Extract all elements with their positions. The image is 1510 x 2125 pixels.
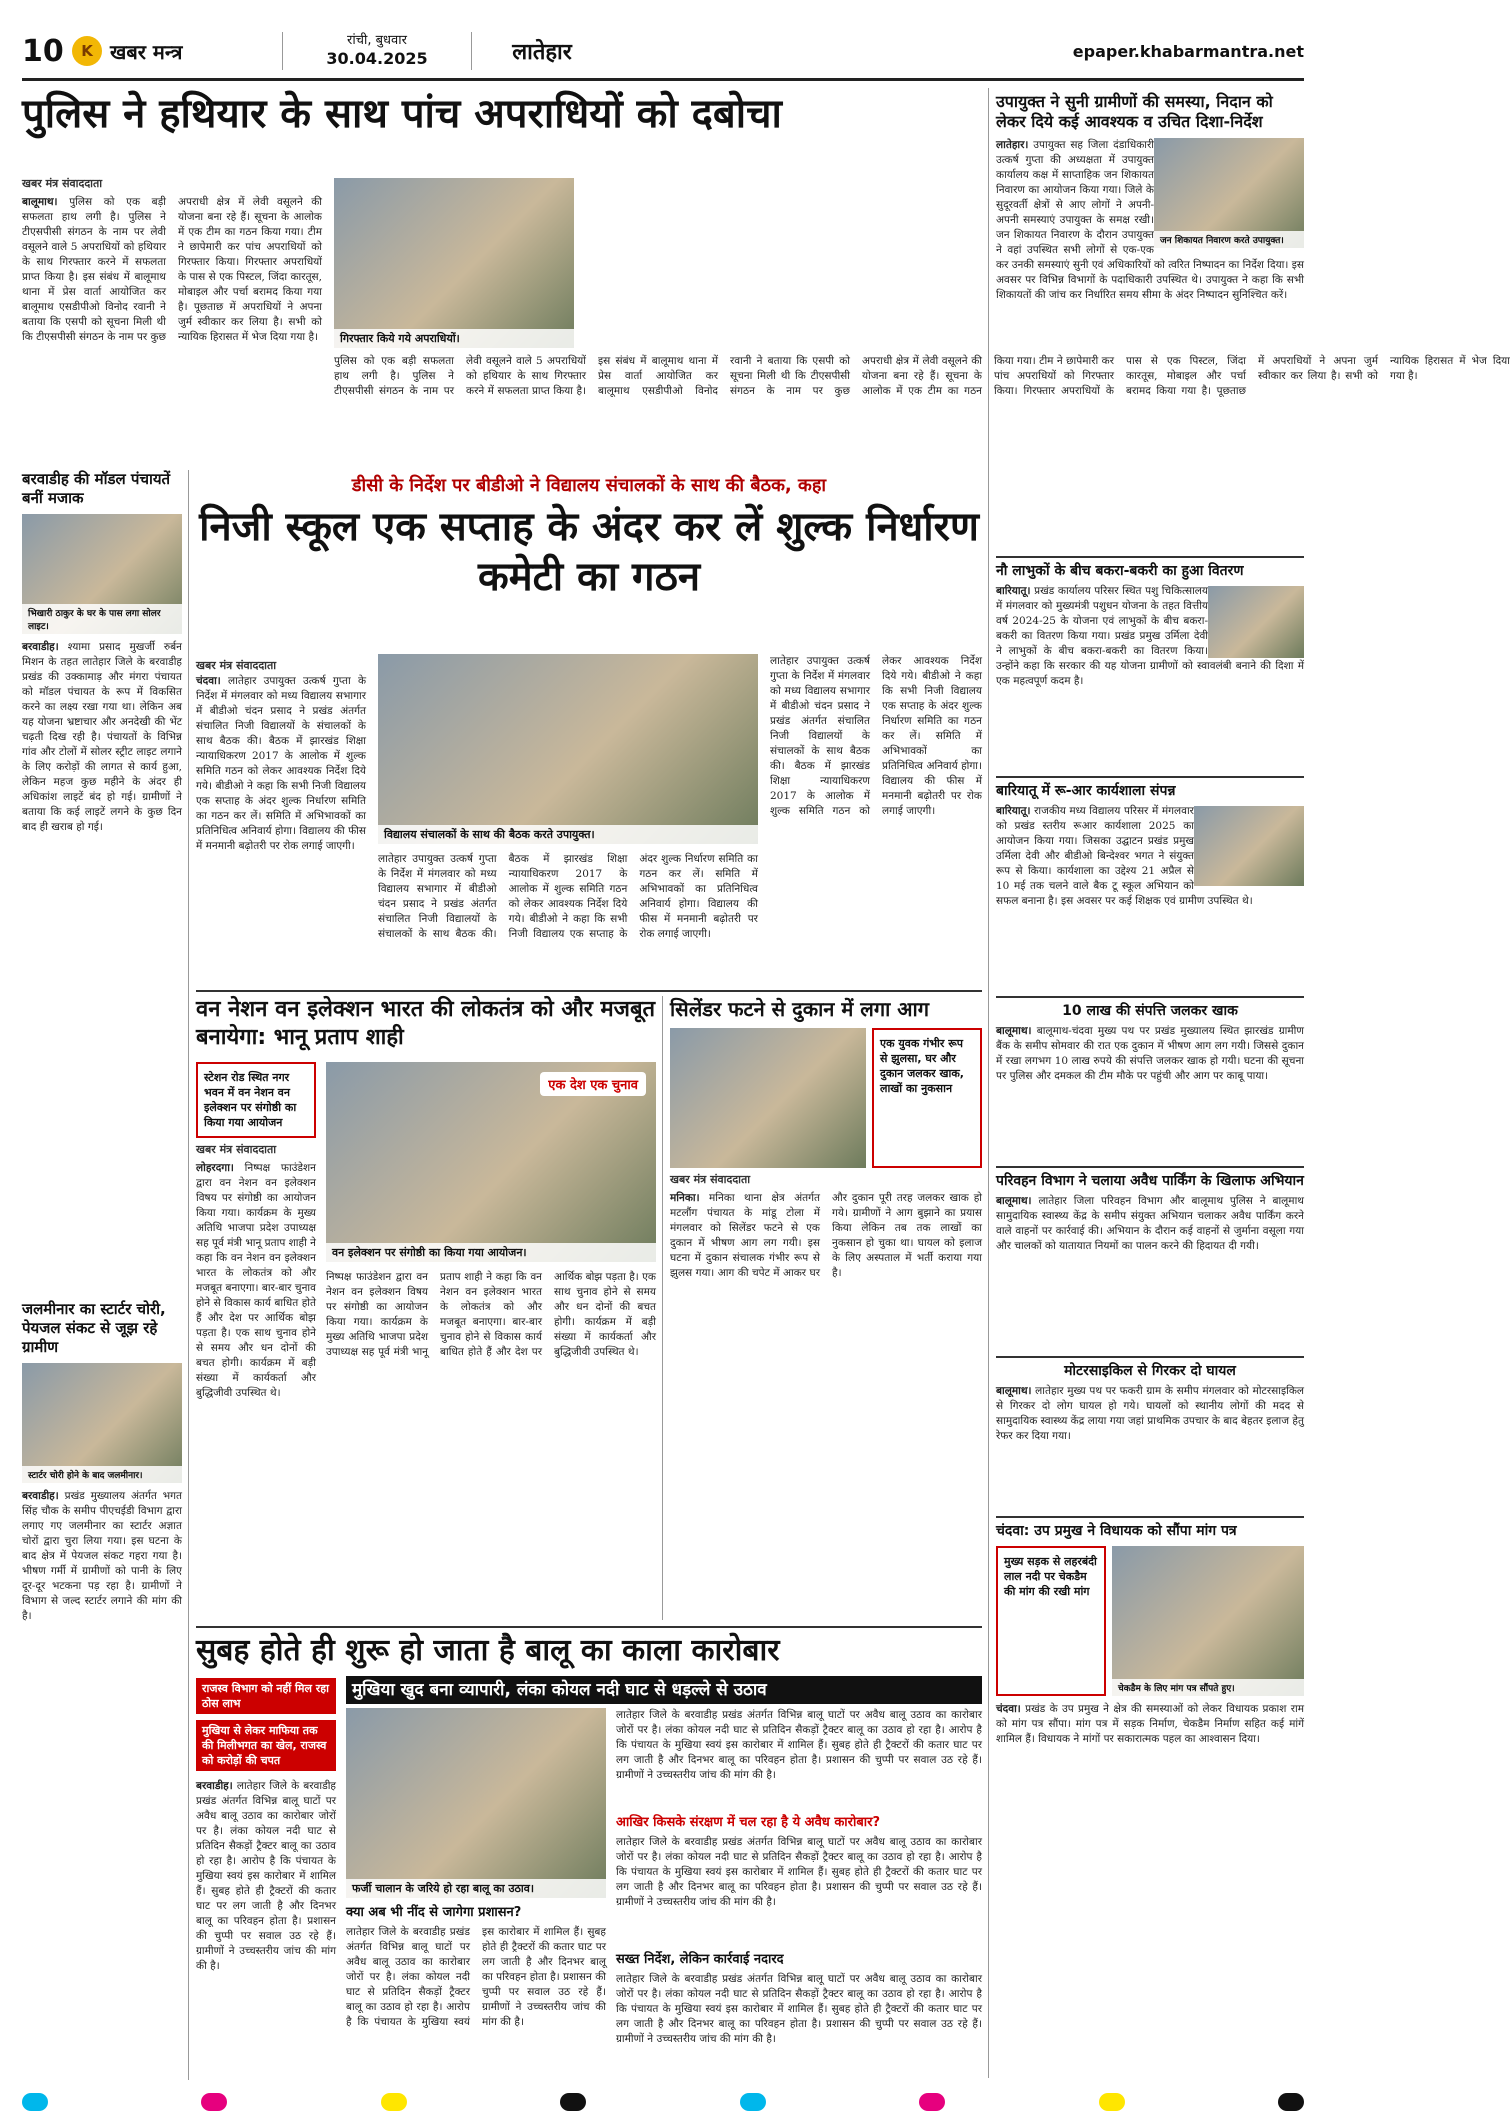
- registration-swatch: [201, 2093, 227, 2111]
- water-tank-dateline: बरवाडीह।: [22, 1490, 59, 1502]
- divider: [996, 776, 1304, 778]
- memorandum-side-note: मुख्य सड़क से लहरबंदी लाल नदी पर चेकडैम की मांग की रखी मांग: [996, 1546, 1106, 1696]
- school-fee-photo: [378, 654, 758, 844]
- transport-body: बालूमाथ। लातेहार जिला परिवहन विभाग और बालूमाथ पुलिस ने बालूमाथ सामुदायिक स्वास्थ्य केंद्र के समीप संयुक्त अभियान चलाकर अवैध पार्किंग करने वाले वाहनों पर कार्रवाई की। अभियान के दौरान कई वाहनों से जुर्माना वसूला गया और चालकों को यातायात नियमों का पालन करने की हिदायत दी गयी।: [996, 1195, 1304, 1252]
- memorandum-photo-caption: चेकडैम के लिए मांग पत्र सौंपते हुए।: [1112, 1679, 1304, 1696]
- school-fee-kicker: डीसी के निर्देश पर बीडीओ ने विद्यालय संचालकों के साथ की बैठक, कहा: [351, 475, 827, 496]
- lead-body: [22, 195, 322, 415]
- cylinder-headline[interactable]: सिलेंडर फटने से दुकान में लगा आग: [670, 997, 929, 1021]
- divider: [196, 1626, 982, 1628]
- workshop-body: बारियातू। राजकीय मध्य विद्यालय परिसर में मंगलवार को प्रखंड स्तरीय रूआर कार्यशाला 2025 का आयोजन किया गया। जिसका उद्घाटन प्रखंड प्रमुख उर्मिला देवी और बीडीओ बिन्देश्वर भगत ने संयुक्त रूप से किया। कार्यशाला का उद्देश्य 21 अप्रैल से 10 मई तक चलने वाले बैक टू स्कूल अभियान को सफल बनाना है। इस अवसर पर कई शिक्षक एवं ग्रामीण उपस्थित थे।: [996, 805, 1253, 907]
- dc-grievance-photo-caption: जन शिकायत निवारण करते उपायुक्त।: [1154, 231, 1304, 248]
- registration-bar: [22, 2090, 1304, 2114]
- sand-photo: [346, 1708, 606, 1898]
- sand-headline[interactable]: सुबह होते ही शुरू हो जाता है बालू का काला कारोबार: [196, 1633, 780, 1668]
- lead-byline: खबर मंत्र संवाददाता: [22, 177, 103, 190]
- registration-swatch: [22, 2093, 48, 2111]
- registration-swatch: [1278, 2093, 1304, 2111]
- barwadih-photo-caption: भिखारी ठाकुर के घर के पास लगा सोलर लाइट।: [22, 604, 182, 634]
- goats-headline[interactable]: नौ लाभुकों के बीच बकरा-बकरी का हुआ वितरण: [996, 563, 1244, 579]
- dc-grievance-body: लातेहार। उपायुक्त सह जिला दंडाधिकारी उत्कर्ष गुप्ता की अध्यक्षता में उपायुक्त कार्यालय कक्ष में साप्ताहिक जन शिकायत निवारण का आयोजन किया गया। जिले के सुदूरवर्ती क्षेत्रों से आए लोगों ने अपनी-अपनी समस्याएं उपायुक्त के समक्ष रखी। जन शिकायत निवारण के दौरान उपायुक्त ने वहां उपस्थित सभी लोगों से एक-एक कर उनकी समस्याएं सुनी एवं अधिकारियों को त्वरित निष्पादन का निर्देश दिया। इस अवसर पर विभिन्न विभागों के पदाधिकारी उपस्थित थे। उपायुक्त ने कहा कि सभी शिकायतों की जांच कर निर्धारित समय सीमा के अंदर निष्पादन सुनिश्चित करें।: [996, 139, 1304, 301]
- workshop-photo: [1194, 806, 1304, 886]
- memorandum-story: [996, 1522, 1304, 2077]
- lead-dateline: बालूमाथ।: [22, 196, 58, 208]
- brand-name: खबर मन्त्र: [110, 39, 183, 64]
- registration-swatch: [740, 2093, 766, 2111]
- sand-question-2: आखिर किसके संरक्षण में चल रहा है ये अवैध कारोबार?: [616, 1815, 880, 1830]
- school-fee-headline[interactable]: निजी स्कूल एक सप्ताह के अंदर कर लें शुल्क निर्धारण कमेटी का गठन: [199, 504, 979, 600]
- barwadih-headline[interactable]: बरवाडीह की मॉडल पंचायतें बनीं मजाक: [22, 470, 171, 507]
- sand-point-1: राजस्व विभाग को नहीं मिल रहा ठोस लाभ: [196, 1678, 336, 1714]
- divider: [996, 556, 1304, 558]
- school-fee-body-col1: चंदवा। लातेहार उपायुक्त उत्कर्ष गुप्ता के निर्देश में मंगलवार को मध्य विद्यालय सभागार में बीडीओ चंदन प्रसाद ने प्रखंड अंतर्गत संचालित निजी विद्यालयों के संचालकों के साथ बैठक की। बैठक में झारखंड शिक्षा न्यायाधिकरण 2017 के आलोक में शुल्क समिति गठन को लेकर आवश्यक निर्देश दिये गये। बीडीओ ने कहा कि सभी निजी विद्यालय एक सप्ताह के अंदर शुल्क निर्धारण समिति का गठन कर लें। समिति में अभिभावकों का प्रतिनिधित्व अनिवार्य होगा। विद्यालय की फीस में मनमानी बढ़ोतरी पर रोक लगाई जाएगी।: [196, 675, 367, 852]
- epaper-link[interactable]: epaper.khabarmantra.net: [1072, 41, 1304, 61]
- school-fee-story: [196, 474, 982, 984]
- one-nation-banner: एक देश एक चुनाव: [540, 1072, 646, 1096]
- water-tank-story: [22, 1300, 182, 2080]
- dc-grievance-dateline: लातेहार।: [996, 139, 1029, 151]
- masthead-rule: [22, 78, 1304, 81]
- divider: [996, 1356, 1304, 1358]
- sand-subheadline: मुखिया खुद बना व्यापारी, लंका कोयल नदी घाट से धड़ल्ले से उठाव: [346, 1676, 982, 1704]
- water-tank-body: बरवाडीह। प्रखंड मुख्यालय अंतर्गत भगत सिंह चौक के समीप पीएचईडी विभाग द्वारा लगाए गए जलमीनार का स्टार्टर अज्ञात चोरों द्वारा चुरा लिया गया। इस घटना के बाद क्षेत्र में पेयजल संकट गहरा गया है। भीषण गर्मी में ग्रामीणों को पानी के लिए दूर-दूर भटकना पड़ रहा है। ग्रामीणों ने विभाग से जल्द स्टार्टर लगाने की मांग की है।: [22, 1490, 182, 1622]
- barwadih-body: बरवाडीह। श्यामा प्रसाद मुखर्जी रुर्बन मिशन के तहत लातेहार जिले के बरवाडीह प्रखंड की उक्कामाड़ और मंगरा पंचायत को मॉडल पंचायत के रूप में विकसित करने का लक्ष्य रखा गया था। लेकिन अब यह योजना भ्रष्टाचार और अनदेखी की भेंट चढ़ती दिख रही है। पंचायतों के विभिन्न गांव और टोलों में सोलर स्ट्रीट लाइट लगाने के लिए करोड़ों की लागत से कार्य हुआ, लेकिन महज कुछ महीने के अंदर ही अधिकांश लाइटें बंद हो गई। ग्रामीणों ने बताया कि कई लाइटें लगने के कुछ दिन बाद ही खराब हो गई।: [22, 641, 182, 833]
- brand-logo-icon: K: [72, 36, 102, 66]
- one-nation-byline: खबर मंत्र संवाददाता: [196, 1143, 277, 1156]
- one-nation-story: [196, 996, 656, 1620]
- one-nation-photo-caption: वन इलेक्शन पर संगोष्ठी का किया गया आयोजन।: [326, 1243, 656, 1262]
- dc-grievance-headline[interactable]: उपायुक्त ने सुनी ग्रामीणों की समस्या, निदान को लेकर दिये कई आवश्यक व उचित दिशा-निर्देश: [996, 92, 1273, 131]
- column-divider: [188, 470, 189, 2080]
- lead-photo-caption: गिरफ्तार किये गये अपराधियों।: [334, 329, 574, 348]
- one-nation-headline[interactable]: वन नेशन वन इलेक्शन भारत की लोकतंत्र को और मजबूत बनायेगा: भानू प्रताप शाही: [196, 997, 656, 1050]
- dc-grievance-photo: [1154, 138, 1304, 248]
- divider: [996, 1516, 1304, 1518]
- sand-body-col4: लातेहार जिले के बरवाडीह प्रखंड अंतर्गत विभिन्न बालू घाटों पर अवैध बालू उठाव का कारोबार जोरों पर है। लंका कोयल नदी घाट से प्रतिदिन सैकड़ों ट्रैक्टर बालू का उठाव हो रहा है। आरोप है कि पंचायत के मुखिया स्वयं इस कारोबार में शामिल हैं। सुबह होते ही ट्रैक्टरों की कतार घाट पर लग जाती है और दिनभर बालू का परिवहन होता है। प्रशासन की चुप्पी पर सवाल उठ रहे हैं। ग्रामीणों ने उच्चस्तरीय जांच की मांग की है।: [616, 1836, 982, 1908]
- goats-photo: [1208, 586, 1304, 658]
- bike-headline[interactable]: मोटरसाइकिल से गिरकर दो घायल: [1064, 1363, 1236, 1379]
- goats-story: [996, 562, 1304, 772]
- workshop-headline[interactable]: बारियातू में रू-आर कार्यशाला संपन्न: [996, 783, 1176, 799]
- water-tank-photo: [22, 1363, 182, 1483]
- school-fee-byline: खबर मंत्र संवाददाता: [196, 659, 277, 672]
- registration-swatch: [381, 2093, 407, 2111]
- cylinder-photo: [670, 1028, 866, 1168]
- registration-swatch: [919, 2093, 945, 2111]
- bike-dateline: बालूमाथ।: [996, 1385, 1032, 1397]
- masthead: [22, 26, 1304, 76]
- barwadih-story: [22, 470, 182, 833]
- transport-headline[interactable]: परिवहन विभाग ने चलाया अवैध पार्किंग के खिलाफ अभियान: [996, 1173, 1304, 1189]
- sand-question: क्या अब भी नींद से जागेगा प्रशासन?: [346, 1905, 522, 1920]
- barwadih-photo: [22, 514, 182, 634]
- page-number: 10: [22, 33, 64, 69]
- edition-date: [282, 32, 472, 70]
- registration-swatch: [560, 2093, 586, 2111]
- sand-point-2: मुखिया से लेकर माफिया तक की मिलीभगत का खेल, राजस्व को करोड़ों की चपत: [196, 1720, 336, 1771]
- cylinder-dateline: मनिका।: [670, 1192, 700, 1204]
- memorandum-headline[interactable]: चंदवा: उप प्रमुख ने विधायक को सौंपा मांग पत्र: [996, 1523, 1237, 1539]
- cylinder-byline: खबर मंत्र संवाददाता: [670, 1173, 751, 1186]
- one-nation-dateline: लोहरदगा।: [196, 1162, 234, 1174]
- sand-story: [196, 1632, 982, 2080]
- bike-story: [996, 1362, 1304, 1512]
- divider: [996, 996, 1304, 998]
- water-tank-headline[interactable]: जलमीनार का स्टार्टर चोरी, पेयजल संकट से जूझ रहे ग्रामीण: [22, 1300, 166, 1356]
- divider: [996, 1166, 1304, 1168]
- divider: [196, 990, 982, 992]
- barwadih-dateline: बरवाडीह।: [22, 641, 59, 653]
- fire-loss-story: [996, 1002, 1304, 1162]
- lead-headline[interactable]: पुलिस ने हथियार के साथ पांच अपराधियों को दबोचा: [22, 91, 782, 137]
- cylinder-story: [670, 996, 982, 1620]
- column-divider: [988, 88, 989, 2078]
- sand-body-col1: बरवाडीह। लातेहार जिले के बरवाडीह प्रखंड अंतर्गत विभिन्न बालू घाटों पर अवैध बालू उठाव का कारोबार जोरों पर है। लंका कोयल नदी घाट से प्रतिदिन सैकड़ों ट्रैक्टर बालू का उठाव हो रहा है। आरोप है कि पंचायत के मुखिया स्वयं इस कारोबार में शामिल हैं। सुबह होते ही ट्रैक्टरों की कतार घाट पर लग जाती है और दिनभर बालू का परिवहन होता है। प्रशासन की चुप्पी पर सवाल उठ रहे हैं। ग्रामीणों ने उच्चस्तरीय जांच की मांग की है।: [196, 1780, 336, 1972]
- lead-body-text: पुलिस को एक बड़ी सफलता हाथ लगी है। पुलिस ने टीएसपीसी संगठन के नाम पर लेवी वसूलने वाले 5 अपराधियों को हथियार के साथ गिरफ्तार करने में सफलता प्राप्त किया है। इस संबंध में बालूमाथ थाना में प्रेस वार्ता आयोजित कर बालूमाथ एसडीपीओ विनोद रवानी ने बताया कि एसपी को सूचना मिली थी कि टीएसपीसी संगठन के नाम पर कुछ अपराधी क्षेत्र में लेवी वसूलने की योजना बना रहे हैं। सूचना के आलोक में एक टीम का गठन किया गया। टीम ने छापेमारी कर पांच अपराधियों को गिरफ्तार किया। गिरफ्तार अपराधियों के पास से एक पिस्टल, जिंदा कारतूस, मोबाइल और पर्चा बरामद किया गया है। पूछताछ में अपराधियों ने अपना जुर्म स्वीकार कर लिया है। सभी को न्यायिक हिरासत में भेज दिया गया है।: [22, 196, 322, 343]
- school-fee-dateline: चंदवा।: [196, 675, 221, 687]
- one-nation-photo: [326, 1062, 656, 1262]
- school-fee-body-col2: लातेहार उपायुक्त उत्कर्ष गुप्ता के निर्देश में मंगलवार को मध्य विद्यालय सभागार में बीडीओ चंदन प्रसाद ने प्रखंड अंतर्गत संचालित निजी विद्यालयों के संचालकों के साथ बैठक की। बैठक में झारखंड शिक्षा न्यायाधिकरण 2017 के आलोक में शुल्क समिति गठन को लेकर आवश्यक निर्देश दिये गये। बीडीओ ने कहा कि सभी निजी विद्यालय एक सप्ताह के अंदर शुल्क निर्धारण समिति का गठन कर लें। समिति में अभिभावकों का प्रतिनिधित्व अनिवार्य होगा। विद्यालय की फीस में मनमानी बढ़ोतरी पर रोक लगाई जाएगी।: [378, 853, 758, 940]
- sand-body-col3: लातेहार जिले के बरवाडीह प्रखंड अंतर्गत विभिन्न बालू घाटों पर अवैध बालू उठाव का कारोबार जोरों पर है। लंका कोयल नदी घाट से प्रतिदिन सैकड़ों ट्रैक्टर बालू का उठाव हो रहा है। आरोप है कि पंचायत के मुखिया स्वयं इस कारोबार में शामिल हैं। सुबह होते ही ट्रैक्टरों की कतार घाट पर लग जाती है और दिनभर बालू का परिवहन होता है। प्रशासन की चुप्पी पर सवाल उठ रहे हैं। ग्रामीणों ने उच्चस्तरीय जांच की मांग की है।: [616, 1709, 982, 1781]
- cylinder-side-note: एक युवक गंभीर रूप से झुलसा, घर और दुकान जलकर खाक, लाखों का नुकसान: [872, 1028, 982, 1168]
- water-tank-photo-caption: स्टार्टर चोरी होने के बाद जलमीनार।: [22, 1466, 182, 1483]
- sand-photo-caption: फर्जी चालान के जरिये हो रहा बालू का उठाव।: [346, 1879, 606, 1898]
- registration-swatch: [1099, 2093, 1125, 2111]
- sand-dateline: बरवाडीह।: [196, 1780, 233, 1792]
- cylinder-body: मनिका। मनिका थाना क्षेत्र अंतर्गत मटलौंग पंचायत के मांडू टोला में मंगलवार को सिलेंडर फटने से एक दुकान में भीषण आग लग गयी। इस घटना में दुकान संचालक गंभीर रूप से झुलस गया। आग की चपेट में आकर घर और दुकान पूरी तरह जलकर खाक हो गये। ग्रामीणों ने आग बुझाने का प्रयास किया लेकिन तब तक लाखों का नुकसान हो चुका था। घायल को इलाज के लिए अस्पताल में भर्ती कराया गया है।: [670, 1192, 982, 1279]
- workshop-story: [996, 782, 1304, 992]
- school-fee-body-col3: लातेहार उपायुक्त उत्कर्ष गुप्ता के निर्देश में मंगलवार को मध्य विद्यालय सभागार में बीडीओ चंदन प्रसाद ने प्रखंड अंतर्गत संचालित निजी विद्यालयों के संचालकों के साथ बैठक की। बैठक में झारखंड शिक्षा न्यायाधिकरण 2017 के आलोक में शुल्क समिति गठन को लेकर आवश्यक निर्देश दिये गये। बीडीओ ने कहा कि सभी निजी विद्यालय एक सप्ताह के अंदर शुल्क निर्धारण समिति का गठन कर लें। समिति में अभिभावकों का प्रतिनिधित्व अनिवार्य होगा। विद्यालय की फीस में मनमानी बढ़ोतरी पर रोक लगाई जाएगी।: [770, 655, 982, 817]
- one-nation-body-col2: निष्पक्ष फाउंडेशन द्वारा वन नेशन वन इलेक्शन विषय पर संगोष्ठी का आयोजन किया गया। कार्यक्रम के मुख्य अतिथि भाजपा प्रदेश उपाध्यक्ष सह पूर्व मंत्री भानू प्रताप शाही ने कहा कि वन नेशन वन इलेक्शन भारत के लोकतंत्र को और मजबूत बनाएगा। बार-बार चुनाव होने से विकास कार्य बाधित होते हैं और देश पर आर्थिक बोझ पड़ता है। एक साथ चुनाव होने से समय और धन दोनों की बचत होगी। कार्यक्रम में बड़ी संख्या में कार्यकर्ता और बुद्धिजीवी उपस्थित थे।: [326, 1271, 656, 1358]
- goats-body: बारियातू। प्रखंड कार्यालय परिसर स्थित पशु चिकित्सालय में मंगलवार को मुख्यमंत्री पशुधन योजना के तहत वित्तीय वर्ष 2024-25 के योजना एवं लाभुकों के बीच बकरा-बकरी का वितरण किया गया। प्रखंड प्रमुख उर्मिला देवी ने लाभुकों के बीच बकरा-बकरी का वितरण किया। उन्होंने कहा कि सरकार की यह योजना ग्रामीणों को स्वावलंबी बनाने की दिशा में एक महत्वपूर्ण कदम है।: [996, 585, 1304, 687]
- goats-dateline: बारियातू।: [996, 585, 1031, 597]
- memorandum-body: चंदवा। प्रखंड के उप प्रमुख ने क्षेत्र की समस्याओं को लेकर विधायक प्रकाश राम को मांग पत्र सौंपा। मांग पत्र में सड़क निर्माण, चेकडैम निर्माण सहित कई मांगें शामिल हैं। विधायक ने मांगों पर सकारात्मक पहल का आश्वासन दिया।: [996, 1703, 1304, 1745]
- sand-closing: सख्त निर्देश, लेकिन कार्रवाई नदारद: [616, 1952, 784, 1967]
- memorandum-dateline: चंदवा।: [996, 1703, 1021, 1715]
- lead-photo: [334, 178, 574, 348]
- section-name: लातेहार: [512, 40, 572, 65]
- workshop-dateline: बारियातू।: [996, 805, 1031, 817]
- dc-grievance-story: [996, 92, 1304, 552]
- column-divider: [662, 996, 663, 1620]
- transport-story: [996, 1172, 1304, 1352]
- school-fee-photo-caption: विद्यालय संचालकों के साथ की बैठक करते उपायुक्त।: [378, 825, 758, 844]
- transport-dateline: बालूमाथ।: [996, 1195, 1032, 1207]
- sand-body-col5: लातेहार जिले के बरवाडीह प्रखंड अंतर्गत विभिन्न बालू घाटों पर अवैध बालू उठाव का कारोबार जोरों पर है। लंका कोयल नदी घाट से प्रतिदिन सैकड़ों ट्रैक्टर बालू का उठाव हो रहा है। आरोप है कि पंचायत के मुखिया स्वयं इस कारोबार में शामिल हैं। सुबह होते ही ट्रैक्टरों की कतार घाट पर लग जाती है और दिनभर बालू का परिवहन होता है। प्रशासन की चुप्पी पर सवाल उठ रहे हैं। ग्रामीणों ने उच्चस्तरीय जांच की मांग की है।: [616, 1973, 982, 2045]
- bike-body: बालूमाथ। लातेहार मुख्य पथ पर फकरी ग्राम के समीप मंगलवार को मोटरसाइकिल से गिरकर दो लोग घायल हो गये। घायलों को स्थानीय लोगों की मदद से सामुदायिक स्वास्थ्य केंद्र लाया गया जहां प्राथमिक उपचार के बाद बेहतर इलाज हेतु रेफर कर दिया गया।: [996, 1385, 1304, 1442]
- one-nation-side-note: स्टेशन रोड स्थित नगर भवन में वन नेशन वन इलेक्शन पर संगोष्ठी का किया गया आयोजन: [196, 1062, 316, 1138]
- fire-loss-body: बालूमाथ। बालूमाथ-चंदवा मुख्य पथ पर प्रखंड मुख्यालय स्थित झारखंड ग्रामीण बैंक के समीप सोमवार की रात एक दुकान में भीषण आग लग गयी। जिससे दुकान में रखा लगभग 10 लाख रुपये की संपत्ति जलकर खाक हो गयी। घटना की सूचना पर पुलिस और दमकल की टीम मौके पर पहुंची और आग पर काबू पाया।: [996, 1025, 1304, 1082]
- sand-body-col2: लातेहार जिले के बरवाडीह प्रखंड अंतर्गत विभिन्न बालू घाटों पर अवैध बालू उठाव का कारोबार जोरों पर है। लंका कोयल नदी घाट से प्रतिदिन सैकड़ों ट्रैक्टर बालू का उठाव हो रहा है। आरोप है कि पंचायत के मुखिया स्वयं इस कारोबार में शामिल हैं। सुबह होते ही ट्रैक्टरों की कतार घाट पर लग जाती है और दिनभर बालू का परिवहन होता है। प्रशासन की चुप्पी पर सवाल उठ रहे हैं। ग्रामीणों ने उच्चस्तरीय जांच की मांग की है।: [346, 1926, 606, 2028]
- city-day: रांची, बुधवार: [347, 33, 407, 48]
- lead-body-continued: पुलिस को एक बड़ी सफलता हाथ लगी है। पुलिस ने टीएसपीसी संगठन के नाम पर लेवी वसूलने वाले 5 अपराधियों को हथियार के साथ गिरफ्तार करने में सफलता प्राप्त किया है। इस संबंध में बालूमाथ थाना में प्रेस वार्ता आयोजित कर बालूमाथ एसडीपीओ विनोद रवानी ने बताया कि एसपी को सूचना मिली थी कि टीएसपीसी संगठन के नाम पर कुछ अपराधी क्षेत्र में लेवी वसूलने की योजना बना रहे हैं। सूचना के आलोक में एक टीम का गठन किया गया। टीम ने छापेमारी कर पांच अपराधियों को गिरफ्तार किया। गिरफ्तार अपराधियों के पास से एक पिस्टल, जिंदा कारतूस, मोबाइल और पर्चा बरामद किया गया है। पूछताछ में अपराधियों ने अपना जुर्म स्वीकार कर लिया है। सभी को न्यायिक हिरासत में भेज दिया गया है।: [334, 355, 1510, 397]
- memorandum-photo: [1112, 1546, 1304, 1696]
- fire-loss-headline[interactable]: 10 लाख की संपत्ति जलकर खाक: [1062, 1003, 1238, 1019]
- brand[interactable]: [72, 36, 282, 66]
- fire-loss-dateline: बालूमाथ।: [996, 1025, 1032, 1037]
- one-nation-body-col1: लोहरदगा। निष्पक्ष फाउंडेशन द्वारा वन नेशन वन इलेक्शन विषय पर संगोष्ठी का आयोजन किया गया। कार्यक्रम के मुख्य अतिथि भाजपा प्रदेश उपाध्यक्ष सह पूर्व मंत्री भानू प्रताप शाही ने कहा कि वन नेशन वन इलेक्शन भारत के लोकतंत्र को और मजबूत बनाएगा। बार-बार चुनाव होने से विकास कार्य बाधित होते हैं और देश पर आर्थिक बोझ पड़ता है। एक साथ चुनाव होने से समय और धन दोनों की बचत होगी। कार्यक्रम में बड़ी संख्या में कार्यकर्ता और बुद्धिजीवी उपस्थित थे।: [196, 1162, 316, 1399]
- date: 30.04.2025: [326, 49, 428, 68]
